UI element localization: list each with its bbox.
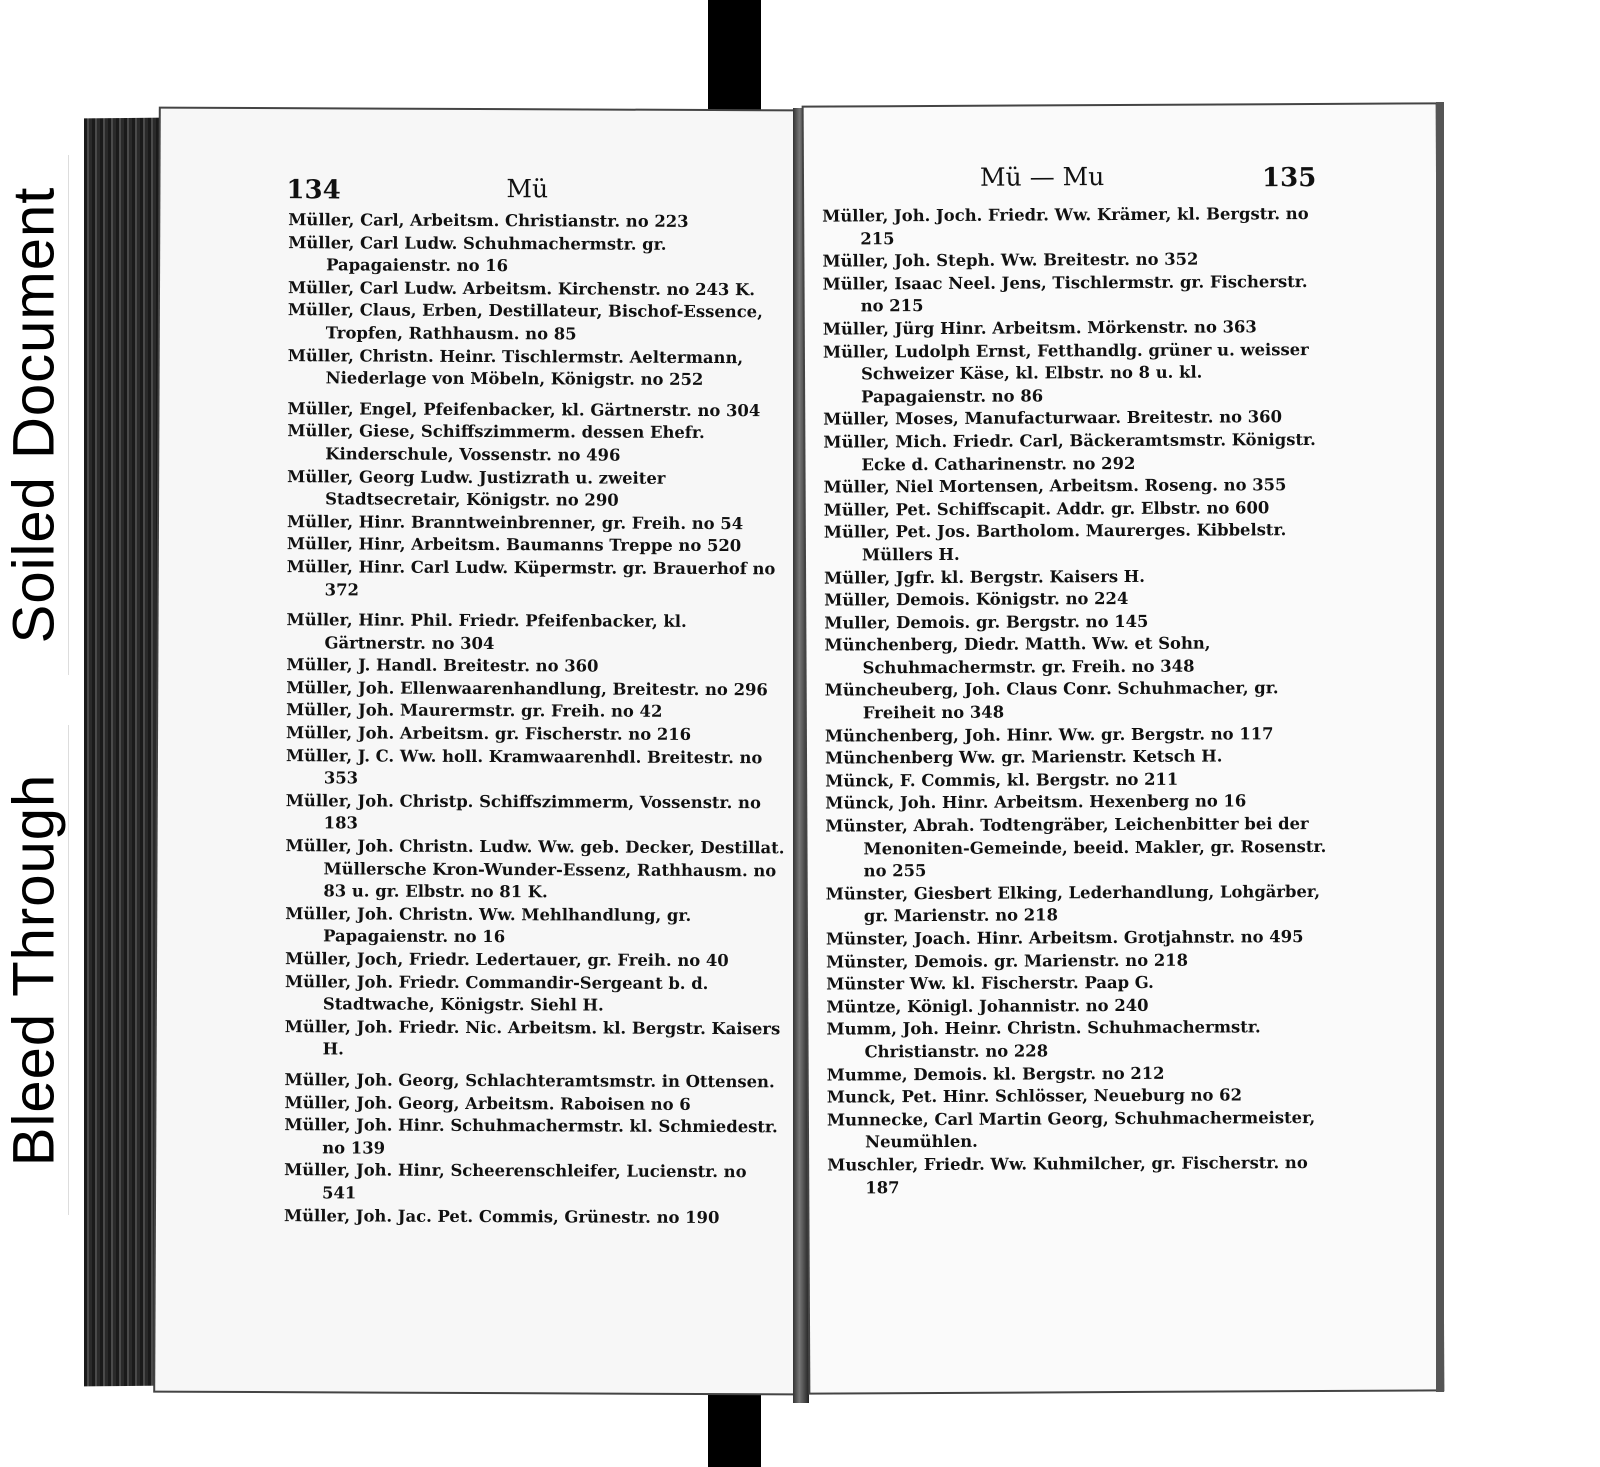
directory-entry: Munnecke, Carl Martin Georg, Schuhmachermeister, Neumühlen.: [826, 1107, 1316, 1152]
right-page-edge: [1436, 102, 1444, 1392]
directory-entry: Müller, Carl Ludw. Arbeitsm. Kirchenstr. no 243 K.: [287, 277, 756, 299]
directory-entry: Münster, Abrah. Todtengräber, Leichenbitter bei der Menoniten-Gemeinde, beeid. Makler, gr. Rosenstr. no 255: [825, 814, 1327, 881]
directory-entry: Müller, Hinr. Carl Ludw. Küpermstr. gr. Brauerhof no 372: [286, 557, 776, 599]
directory-entry: Müller, Carl, Arbeitsm. Christianstr. no 223: [288, 210, 689, 231]
bleed-through-label: Bleed Through: [1, 773, 67, 1167]
directory-entry: Müller, Pet. Schiffscapit. Addr. gr. Elbstr. no 600: [823, 497, 1270, 520]
directory-entry: Müller, Joh. Jac. Pet. Commis, Grünestr. no 190: [283, 1205, 720, 1227]
directory-entry: Münster Ww. kl. Fischerstr. Paap G.: [826, 973, 1154, 994]
directory-entry: Müller, Joh. Arbeitsm. gr. Fischerstr. no 216: [286, 723, 692, 744]
page-number-left: 134: [286, 175, 341, 206]
directory-entry: Mumme, Demois. kl. Bergstr. no 212: [826, 1063, 1165, 1085]
directory-entry: Müller, Demois. Königstr. no 224: [824, 589, 1129, 610]
directory-entry: Münchenberg, Diedr. Matth. Ww. et Sohn, Schuhmachermstr. gr. Freih. no 348: [824, 633, 1211, 678]
directory-entry: Müller, Christn. Heinr. Tischlermstr. Aeltermann, Niederlage von Möbeln, Königstr. no 252: [287, 345, 744, 390]
directory-entry: Müller, Joh. Hinr, Scheerenschleifer, Lucienstr. no 541: [284, 1160, 747, 1203]
directory-entry: Müller, Hinr, Arbeitsm. Baumanns Treppe no 520: [286, 534, 742, 556]
side-label-top: [0, 155, 69, 675]
directory-entry: Müntze, Königl. Johannistr. no 240: [826, 995, 1149, 1017]
directory-entry: Müller, Joh. Friedr. Nic. Arbeitsm. kl. Bergstr. Kaisers H.: [284, 1016, 781, 1059]
directory-entry: Mumm, Joh. Heinr. Christn. Schuhmachermstr. Christianstr. no 228: [826, 1017, 1261, 1062]
directory-entry: Müller, Joh. Hinr. Schuhmachermstr. kl. Schmiedestr. no 139: [284, 1115, 778, 1158]
page-number-right: 135: [1261, 162, 1317, 194]
directory-entry: Münster, Demois. gr. Marienstr. no 218: [826, 950, 1189, 972]
book-page-edges: [84, 118, 162, 1387]
directory-entry: Muller, Demois. gr. Bergstr. no 145: [824, 611, 1149, 633]
directory-entry: Münster, Giesbert Elking, Lederhandlung, Lohgärber, gr. Marienstr. no 218: [825, 881, 1321, 926]
directory-entry: Muschler, Friedr. Ww. Kuhmilcher, gr. Fischerstr. no 187: [827, 1152, 1308, 1197]
directory-entry: Müller, Ludolph Ernst, Fetthandlg. grüner u. weisser Schweizer Käse, kl. Elbstr. no 8 u. kl. Papagaienstr. no 86: [822, 339, 1309, 407]
directory-entry: Müller, Engel, Pfeifenbacker, kl. Gärtnerstr. no 304: [287, 398, 761, 420]
directory-entries-right: [822, 203, 1335, 1200]
directory-entry: Müller, Joh. Christn. Ludw. Ww. geb. Decker, Destillat. Müllersche Kron-Wunder-Essenz, Rathhausm. no 83 u. gr. Elbstr. no 81 K.: [285, 836, 785, 902]
soiled-document-label: Soiled Document: [1, 186, 67, 644]
directory-entry: Müller, Giese, Schiffszimmerm. dessen Ehefr. Kinderschule, Vossenstr. no 496: [287, 421, 705, 465]
page-heading-right: Mü — Mu: [979, 162, 1105, 192]
left-page: [155, 109, 799, 1394]
directory-entry: Müller, Joh. Joch. Friedr. Ww. Krämer, kl. Bergstr. no 215: [822, 204, 1309, 248]
page-heading-left: Mü: [506, 174, 549, 204]
directory-entry: Müller, Jürg Hinr. Arbeitsm. Mörkenstr. no 363: [822, 317, 1257, 339]
directory-entry: Müller, Joh. Friedr. Commandir-Sergeant b. d. Stadtwache, Königstr. Siehl H.: [284, 971, 709, 1015]
directory-entry: Müller, Joh. Georg, Schlachteramtsmstr. in Ottensen.: [284, 1070, 775, 1092]
directory-entry: Münchenberg Ww. gr. Marienstr. Ketsch H.: [824, 746, 1223, 768]
directory-entry: Münster, Joach. Hinr. Arbeitsm. Grotjahnstr. no 495: [825, 927, 1304, 949]
directory-entry: Müller, Moses, Manufacturwaar. Breitestr. no 360: [823, 407, 1283, 429]
directory-entry: Munck, Pet. Hinr. Schlösser, Neueburg no 62: [826, 1085, 1243, 1107]
directory-entry: Münck, F. Commis, kl. Bergstr. no 211: [825, 769, 1179, 791]
directory-entry: Müller, J. C. Ww. holl. Kramwaarenhdl. Breitestr. no 353: [285, 745, 763, 788]
directory-entry: Münchenberg, Joh. Hinr. Ww. gr. Bergstr. no 117: [824, 723, 1274, 746]
directory-entry: Müller, Georg Ludw. Justizrath u. zweiter Stadtsecretair, Königstr. no 290: [287, 466, 666, 510]
directory-entry: Müller, Joh. Steph. Ww. Breitestr. no 352: [822, 249, 1199, 271]
directory-entry: Müller, Mich. Friedr. Carl, Bäckeramtsmstr. Königstr. Ecke d. Catharinenstr. no 292: [823, 429, 1316, 474]
directory-entries-left: [284, 209, 788, 1229]
directory-entry: Müller, Niel Mortensen, Arbeitsm. Roseng. no 355: [823, 475, 1287, 497]
side-label-bottom: [0, 725, 69, 1215]
directory-entry: Müller, J. Handl. Breitestr. no 360: [286, 655, 599, 676]
directory-entry: Müller, Jgfr. kl. Bergstr. Kaisers H.: [824, 566, 1145, 588]
binding-strip-top: [708, 0, 761, 115]
directory-entry: Müller, Joh. Christp. Schiffszimmerm, Vossenstr. no 183: [285, 791, 761, 833]
directory-entry: Müller, Joch, Friedr. Ledertauer, gr. Freih. no 40: [285, 949, 729, 971]
directory-entry: Müller, Joh. Georg, Arbeitsm. Raboisen no 6: [284, 1092, 691, 1114]
directory-entry: Müller, Hinr. Phil. Friedr. Pfeifenbacker, kl. Gärtnerstr. no 304: [286, 610, 687, 653]
directory-entry: Müller, Joh. Ellenwaarenhandlung, Breitestr. no 296: [286, 678, 768, 700]
directory-entry: Müller, Claus, Erben, Destillateur, Bischof-Essence, Tropfen, Rathhausm. no 85: [287, 300, 763, 344]
directory-entry: Müller, Hinr. Branntweinbrenner, gr. Freih. no 54: [286, 511, 744, 533]
binding-strip-bottom: [708, 1385, 761, 1467]
directory-entry: Müller, Isaac Neel. Jens, Tischlermstr. gr. Fischerstr. no 215: [822, 271, 1308, 316]
directory-entry: Müller, Joh. Maurermstr. gr. Freih. no 42: [286, 700, 663, 722]
directory-entry: Müller, Carl Ludw. Schuhmachermstr. gr. Papagaienstr. no 16: [288, 232, 667, 276]
directory-entry: Müncheuberg, Joh. Claus Conr. Schuhmacher, gr. Freiheit no 348: [824, 678, 1279, 723]
right-page: [804, 104, 1443, 1392]
directory-entry: Müller, Joh. Christn. Ww. Mehlhandlung, gr. Papagaienstr. no 16: [285, 903, 692, 947]
directory-entry: Münck, Joh. Hinr. Arbeitsm. Hexenberg no 16: [825, 791, 1247, 813]
directory-entry: Müller, Pet. Jos. Bartholom. Maurerges. Kibbelstr. Müllers H.: [823, 520, 1287, 565]
